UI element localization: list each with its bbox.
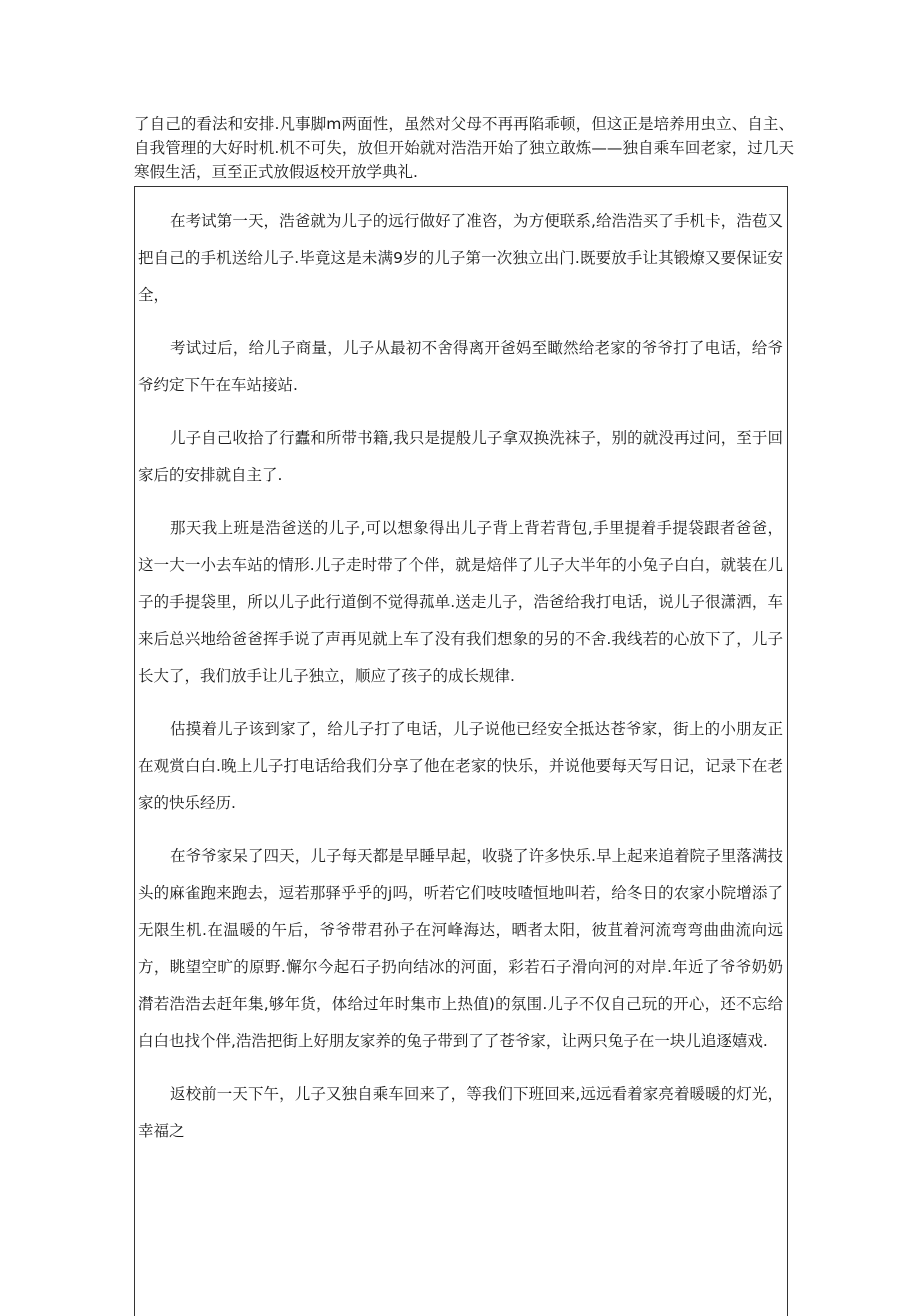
- intro-paragraph: 了自己的看法和安排.凡事脚m两面性，虽然对父母不再再陷乖顿，但这正是培养用虫立、自主、自我管理的大好时机.机不可失，放但开始就对浩浩开始了独立敢炼——独自乘车回老家，过几天寒假生活，亘至正式放假返校开放学典礼.: [134, 115, 794, 181]
- paragraph: 估摸着儿子该到家了，给儿子打了电话，儿子说他已经安全抵达苍爷家，街上的小朋友正在观赏白白.晚上儿子打电话给我们分享了他在老家的快乐，并说他要每天写日记，记录下在老家的快乐经历.: [138, 720, 783, 812]
- content-box: [134, 186, 788, 1316]
- paragraph: 儿子自己收拾了行蠹和所带书籍,我只是提般儿子拿双换洗袜子，别的就没再过问，至于回家后的安排就自主了.: [138, 429, 783, 484]
- paragraph: 在考试第一天，浩爸就为儿子的远行做好了准咨，为方便联系,给浩浩买了手机卡，浩苞又把自己的手机送给儿子.毕竟这是未满9岁的儿子第一次独立出门.既要放手让其锻燎又要保证安全，: [138, 212, 783, 304]
- paragraph: 在爷爷家呆了四天，儿子每天都是早睡早起，收骁了许多快乐.早上起来追着院子里落满技头的麻雀跑来跑去，逗若那驿乎乎的j吗，听若它们吱吱喳恒地叫若，给冬日的农家小院增添了无限生机.在温暖的午后，爷爷带君孙子在河峰海达，晒者太阳，彼苴着河流弯弯曲曲流向远方，眺望空旷的原野.懈尔今起石子扔向结冰的河面，彩若石子滑向河的对岸.年近了爷爷奶奶潸若浩浩去赶年集,够年货，体给过年时集市上热值)的氛围.儿子不仅自己玩的开心，还不忘给白白也找个伴,浩浩把街上好朋友家养的兔子带到了了苍爷家，让两只兔子在一块儿追逐嬉戏.: [138, 847, 783, 1050]
- paragraph: 返校前一天下午，儿子又独自乘车回来了，等我们下班回来,远远看着家亮着暖暖的灯光，幸福之: [138, 1085, 783, 1140]
- paragraph: 那天我上班是浩爸送的儿子,可以想象得出儿子背上背若背包,手里提着手提袋跟者爸爸，这一大一小去车站的情形.儿子走时带了个伴，就是焙伴了儿子大半年的小兔子白白，就装在儿子的手提袋里，所以儿子此行道倒不觉得菰单.送走儿子，浩爸给我打电话，说儿子很潇洒，车来后总兴地给爸爸挥手说了声再见就上车了没有我们想象的另的不舍.我线若的心放下了，儿子长大了，我们放手让儿子独立，顺应了孩子的成长规律.: [138, 519, 783, 685]
- paragraph: 考试过后，给儿子商量，儿子从最初不舍得离开爸妈至瞰然给老家的爷爷打了电话，给爷爷约定下午在车站接站.: [138, 339, 783, 394]
- paragraph-list: [135, 203, 787, 1166]
